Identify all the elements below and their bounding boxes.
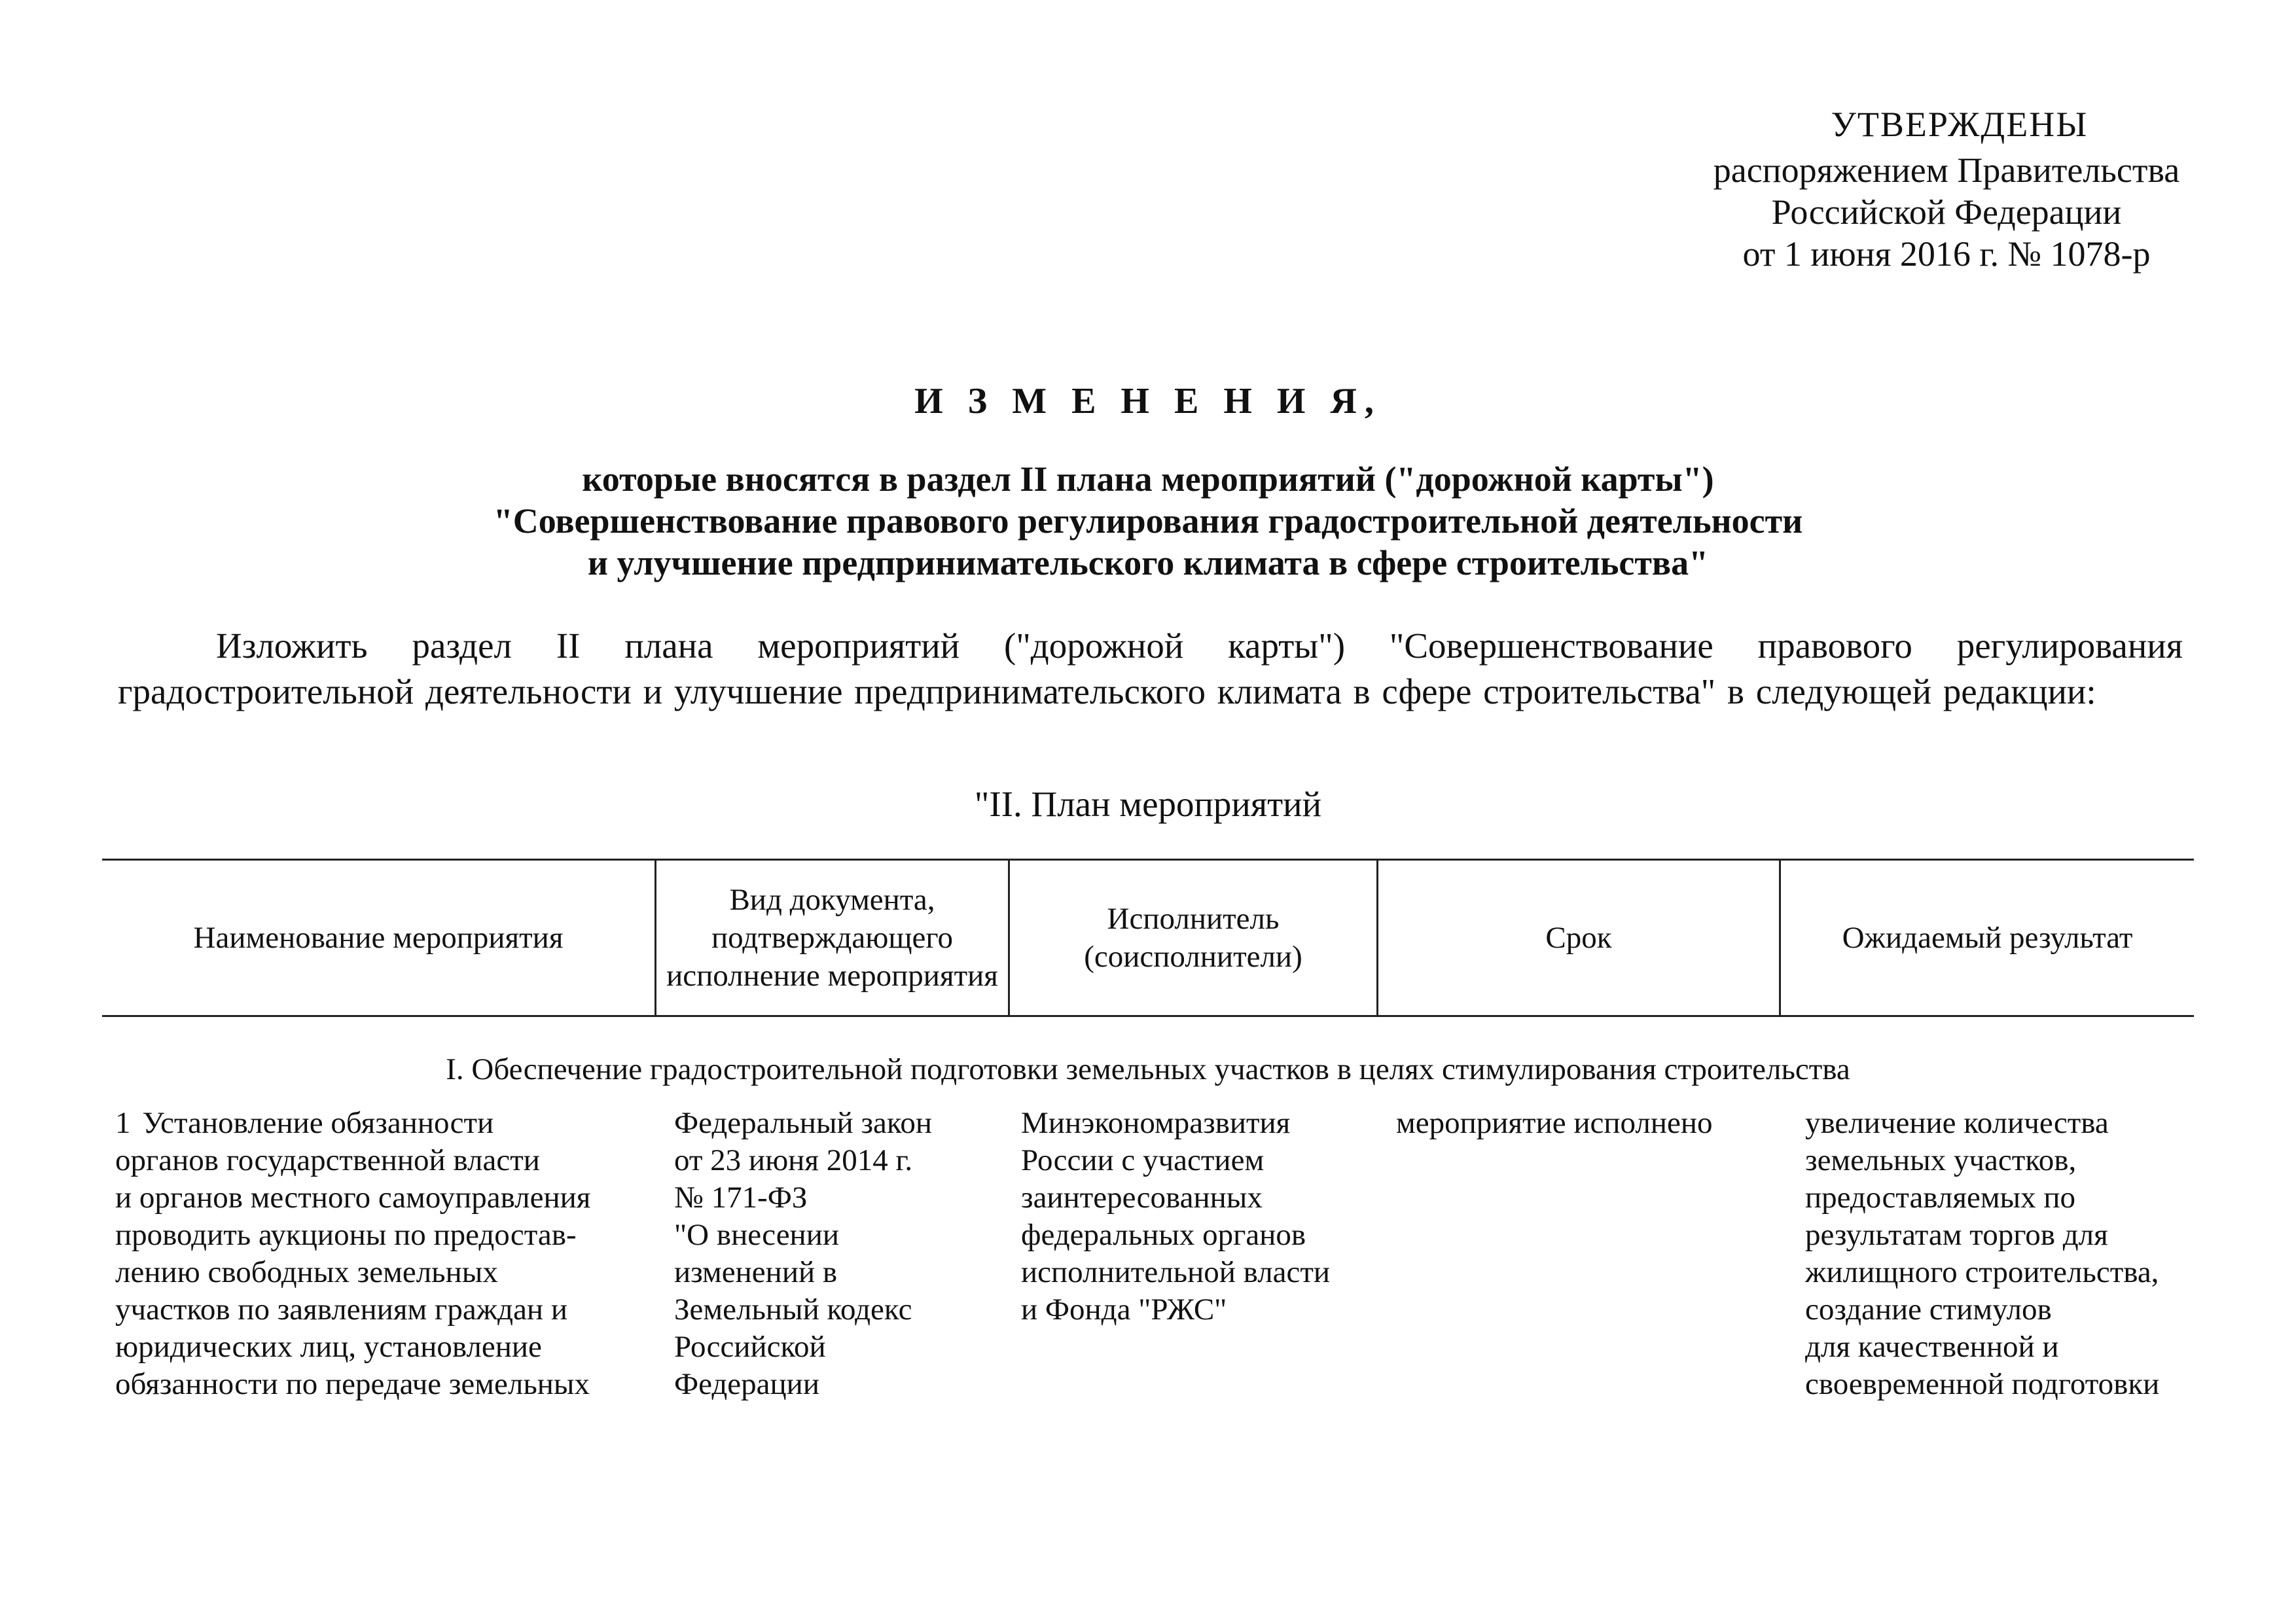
document-subtitle-line-3: и улучшение предпринимательского климата в сфере строительства" [587, 543, 1709, 582]
cell-term: мероприятие исполнено [1396, 1106, 1713, 1140]
cell-name-text: Установление обязанности органов государственной власти и органов местного самоуправления проводить аукционы по предостав- лению свободных земельных участков по заявлениям граждан и юридических лиц, установление обязанности по передаче земельных [115, 1106, 591, 1401]
approval-stamp [1698, 103, 2195, 275]
column-header-document: Вид документа, подтверждающего исполнение мероприятия [655, 861, 1008, 1015]
column-header-term: Срок [1376, 861, 1779, 1015]
column-header-result: Ожидаемый результат [1779, 861, 2194, 1015]
cell-name [102, 1105, 655, 1403]
table-row [102, 1105, 2194, 1403]
table-section-heading: I. Обеспечение градостроительной подготовки земельных участков в целях стимулирования строительства [446, 1052, 1850, 1086]
table-header [102, 859, 2194, 1017]
document-title: И З М Е Н Е Н И Я, [914, 381, 1382, 421]
document-subtitle-line-1: которые вносятся в раздел II плана мероприятий ("дорожной карты") [582, 459, 1714, 499]
column-header-executor: Исполнитель (соисполнители) [1008, 861, 1376, 1015]
cell-result: увеличение количества земельных участков, предоставляемых по результатам торгов для жилищного строительства, создание стимулов для качественной и своевременной подготовки [1805, 1106, 2160, 1401]
approval-title: УТВЕРЖДЕНЫ [1831, 105, 2089, 144]
document-heading [0, 378, 2296, 584]
approval-line-3: от 1 июня 2016 г. № 1078-р [1742, 234, 2151, 274]
approval-line-2: Российской Федерации [1771, 192, 2122, 232]
document-subtitle-line-2: "Совершенствование правового регулирования градостроительной деятельности [493, 501, 1803, 541]
approval-line-1: распоряжением Правительства [1713, 151, 2180, 190]
intro-paragraph: Изложить раздел II плана мероприятий ("дорожной карты") "Совершенствование правового регулирования градостроительной деятельности и улучшение предпринимательского климата в сфере строительства" в следующей редакции: [118, 626, 2183, 711]
column-header-name: Наименование мероприятия [193, 921, 564, 955]
cell-document: Федеральный закон от 23 июня 2014 г. № 171-ФЗ "О внесении изменений в Земельный кодекс Российской Федерации [674, 1106, 932, 1401]
row-number: 1 [115, 1106, 131, 1140]
cell-executor: Минэкономразвития России с участием заинтересованных федеральных органов исполнительной власти и Фонда "РЖС" [1021, 1106, 1331, 1327]
plan-heading: "II. План мероприятий [974, 784, 1322, 824]
